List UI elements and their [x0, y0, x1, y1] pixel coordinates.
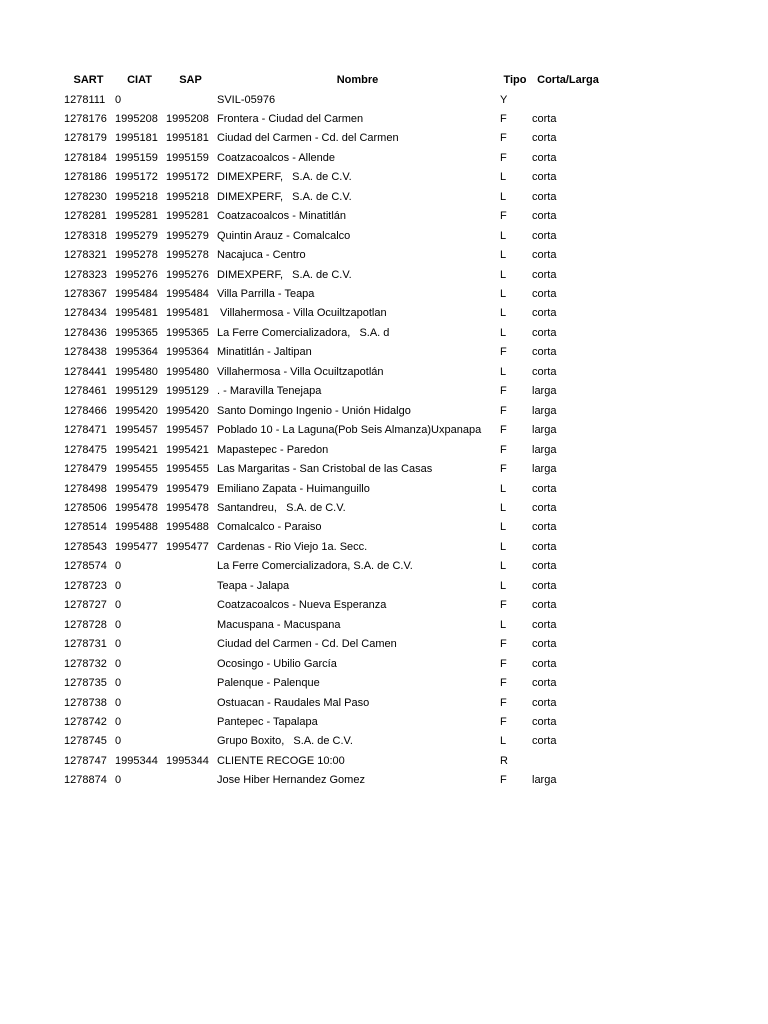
- cell-nombre: Pantepec - Tapalapa: [217, 716, 318, 728]
- cell-tipo: L: [500, 307, 507, 320]
- cell-ciat: 1995278: [115, 249, 158, 262]
- cell-sap: 1995478: [166, 502, 209, 515]
- cell-corta-larga: larga: [532, 463, 557, 476]
- cell-nombre: La Ferre Comercializadora, S.A. de C.V.: [217, 560, 413, 573]
- cell-corta-larga: corta: [532, 268, 557, 281]
- header-sart: SART: [73, 74, 104, 87]
- cell-nombre: DIMEXPERF, S.A. de C.V.: [217, 190, 352, 203]
- cell-corta-larga: corta: [532, 190, 557, 203]
- table-row: [62, 304, 604, 323]
- cell-sap: [164, 557, 215, 576]
- table-row: [62, 771, 604, 790]
- table-row: [62, 557, 604, 576]
- cell-sap: [164, 694, 215, 713]
- table-row: [62, 266, 604, 285]
- cell-ciat: 1995484: [115, 288, 158, 301]
- header-nombre: Nombre: [336, 74, 379, 87]
- cell-sap: [164, 596, 215, 615]
- cell-sap: 1995278: [166, 249, 209, 262]
- cell-tipo: F: [500, 774, 507, 787]
- cell-sart: 1278475: [64, 443, 107, 456]
- table-row: [62, 713, 604, 732]
- cell-sap: [164, 577, 215, 596]
- cell-tipo: F: [500, 599, 507, 612]
- cell-sart: 1278176: [64, 112, 107, 125]
- cell-corta-larga: corta: [532, 579, 557, 592]
- cell-nombre: . - Maravilla Tenejapa: [217, 385, 322, 398]
- cell-tipo: L: [500, 326, 507, 339]
- cell-nombre: Frontera - Ciudad del Carmen: [217, 112, 364, 125]
- table-row: [62, 655, 604, 674]
- cell-sart: 1278735: [64, 677, 107, 690]
- cell-sart: 1278367: [64, 288, 107, 301]
- cell-ciat: 1995480: [115, 365, 158, 378]
- cell-sart: 1278179: [64, 132, 107, 145]
- cell-ciat: 0: [115, 93, 122, 106]
- cell-sart: 1278230: [64, 190, 107, 203]
- cell-ciat: 1995344: [115, 754, 158, 767]
- cell-tipo: L: [500, 521, 507, 534]
- cell-corta-larga: corta: [532, 171, 557, 184]
- cell-ciat: 0: [115, 579, 122, 592]
- cell-sart: 1278506: [64, 502, 107, 515]
- cell-sart: 1278727: [64, 599, 107, 612]
- cell-ciat: 1995208: [115, 112, 158, 125]
- cell-sap: 1995488: [166, 521, 209, 534]
- cell-sart: 1278461: [64, 385, 107, 398]
- cell-nombre: Coatzacoalcos - Nueva Esperanza: [217, 599, 387, 612]
- table-row: [62, 499, 604, 518]
- cell-tipo: L: [500, 560, 507, 573]
- table-row: [62, 285, 604, 304]
- cell-ciat: 1995455: [115, 463, 158, 476]
- table-row: [62, 382, 604, 401]
- cell-sart: 1278747: [64, 754, 107, 767]
- cell-corta-larga: corta: [532, 521, 557, 534]
- cell-corta-larga: corta: [532, 307, 557, 320]
- cell-tipo: L: [500, 579, 507, 592]
- cell-ciat: 1995481: [115, 307, 158, 320]
- cell-sart: 1278281: [64, 210, 107, 223]
- cell-nombre: Teapa - Jalapa: [217, 579, 290, 592]
- cell-corta-larga: corta: [532, 657, 557, 670]
- cell-corta-larga: larga: [532, 774, 557, 787]
- cell-sart: 1278728: [64, 618, 107, 631]
- cell-sap: 1995281: [166, 210, 209, 223]
- cell-ciat: 0: [115, 599, 122, 612]
- cell-corta-larga: corta: [532, 735, 557, 748]
- table-row: [62, 246, 604, 265]
- cell-sap: 1995484: [166, 288, 209, 301]
- table-row: [62, 480, 604, 499]
- table-row: [62, 402, 604, 421]
- cell-sap: 1995181: [166, 132, 209, 145]
- cell-sart: 1278321: [64, 249, 107, 262]
- cell-nombre: Mapastepec - Paredon: [217, 443, 329, 456]
- table-row: [62, 168, 604, 187]
- cell-nombre: Ostuacan - Raudales Mal Paso: [217, 696, 370, 709]
- cell-corta-larga: corta: [532, 677, 557, 690]
- table-row: [62, 635, 604, 654]
- cell-corta-larga: corta: [532, 502, 557, 515]
- cell-sap: 1995477: [166, 540, 209, 553]
- cell-sart: 1278731: [64, 638, 107, 651]
- cell-sart: 1278111: [64, 93, 106, 106]
- cell-sap: [164, 674, 215, 693]
- cell-nombre: Las Margaritas - San Cristobal de las Casas: [217, 463, 433, 476]
- cell-tipo: F: [500, 404, 507, 417]
- cell-corta-larga: corta: [532, 288, 557, 301]
- header-row: [62, 71, 604, 91]
- cell-corta-larga: corta: [532, 560, 557, 573]
- cell-sart: 1278434: [64, 307, 107, 320]
- cell-sap: 1995208: [166, 112, 209, 125]
- table-row: [62, 752, 604, 771]
- cell-sap: 1995172: [166, 171, 209, 184]
- table-row: [62, 616, 604, 635]
- cell-sap: 1995457: [166, 424, 209, 437]
- cell-tipo: L: [500, 365, 507, 378]
- cell-sap: 1995479: [166, 482, 209, 495]
- cell-nombre: Nacajuca - Centro: [217, 249, 306, 262]
- header-tipo: Tipo: [503, 74, 527, 87]
- cell-ciat: 0: [115, 618, 122, 631]
- spreadsheet: [62, 71, 604, 791]
- cell-ciat: 1995488: [115, 521, 158, 534]
- table-row: [62, 227, 604, 246]
- table-row: [62, 441, 604, 460]
- cell-nombre: Macuspana - Macuspana: [217, 618, 341, 631]
- cell-tipo: L: [500, 229, 507, 242]
- cell-sap: 1995159: [166, 151, 209, 164]
- cell-sap: [164, 635, 215, 654]
- cell-sart: 1278438: [64, 346, 107, 359]
- cell-sap: [164, 771, 215, 790]
- cell-corta-larga: corta: [532, 112, 557, 125]
- cell-sart: 1278318: [64, 229, 107, 242]
- cell-corta-larga: corta: [532, 638, 557, 651]
- cell-sap: [164, 732, 215, 751]
- cell-tipo: F: [500, 677, 507, 690]
- cell-sap: 1995279: [166, 229, 209, 242]
- cell-tipo: F: [500, 151, 507, 164]
- table-row: [62, 91, 604, 110]
- cell-sap: 1995129: [166, 385, 209, 398]
- cell-sap: 1995365: [166, 326, 209, 339]
- cell-nombre: Cardenas - Rio Viejo 1a. Secc.: [217, 540, 368, 553]
- cell-corta-larga: corta: [532, 229, 557, 242]
- cell-tipo: F: [500, 716, 507, 728]
- cell-sap: [164, 91, 215, 110]
- cell-corta-larga: corta: [532, 618, 557, 631]
- cell-tipo: L: [500, 502, 507, 515]
- cell-sap: 1995364: [166, 346, 209, 359]
- cell-sap: [164, 616, 215, 635]
- cell-tipo: F: [500, 424, 507, 437]
- cell-sap: 1995455: [166, 463, 209, 476]
- cell-tipo: F: [500, 346, 507, 359]
- cell-nombre: CLIENTE RECOGE 10:00: [217, 754, 345, 767]
- cell-corta-larga: larga: [532, 424, 557, 437]
- cell-sart: 1278479: [64, 463, 107, 476]
- table-row: [62, 596, 604, 615]
- cell-nombre: Villahermosa - Villa Ocuiltzapotlán: [217, 365, 384, 378]
- cell-sart: 1278732: [64, 657, 107, 670]
- table-row: [62, 674, 604, 693]
- cell-tipo: F: [500, 112, 507, 125]
- cell-corta-larga: corta: [532, 326, 557, 339]
- table-row: [62, 188, 604, 207]
- cell-nombre: Jose Hiber Hernandez Gomez: [217, 774, 365, 787]
- cell-sap: 1995218: [166, 190, 209, 203]
- cell-sart: 1278184: [64, 151, 107, 164]
- cell-ciat: 1995457: [115, 424, 158, 437]
- cell-ciat: 1995364: [115, 346, 158, 359]
- table-row: [62, 694, 604, 713]
- cell-corta-larga: corta: [532, 696, 557, 709]
- cell-sap: 1995481: [166, 307, 209, 320]
- cell-corta-larga: corta: [532, 540, 557, 553]
- cell-ciat: 1995477: [115, 540, 158, 553]
- cell-tipo: L: [500, 735, 507, 748]
- cell-sart: 1278323: [64, 268, 107, 281]
- cell-sart: 1278723: [64, 579, 107, 592]
- cell-ciat: 0: [115, 677, 122, 690]
- header-ciat: CIAT: [127, 74, 152, 87]
- header-corta-larga: Corta/Larga: [537, 74, 599, 87]
- table-body: [62, 91, 604, 791]
- cell-sart: 1278186: [64, 171, 107, 184]
- cell-tipo: R: [500, 754, 508, 767]
- cell-sap: 1995420: [166, 404, 209, 417]
- cell-tipo: F: [500, 385, 507, 398]
- cell-tipo: L: [500, 288, 507, 301]
- cell-nombre: Grupo Boxito, S.A. de C.V.: [217, 735, 353, 748]
- cell-sart: 1278466: [64, 404, 107, 417]
- table-row: [62, 518, 604, 537]
- cell-ciat: 1995276: [115, 268, 158, 281]
- cell-tipo: L: [500, 190, 507, 203]
- cell-sap: 1995276: [166, 268, 209, 281]
- cell-nombre: Santo Domingo Ingenio - Unión Hidalgo: [217, 404, 411, 417]
- cell-nombre: Villa Parrilla - Teapa: [217, 288, 315, 301]
- cell-sart: 1278574: [64, 560, 107, 573]
- cell-ciat: 0: [115, 560, 122, 573]
- cell-tipo: L: [500, 540, 507, 553]
- cell-ciat: 1995181: [115, 132, 158, 145]
- cell-nombre: Coatzacoalcos - Allende: [217, 151, 336, 164]
- cell-nombre: La Ferre Comercializadora, S.A. d: [217, 326, 390, 339]
- cell-ciat: 0: [115, 696, 122, 709]
- cell-sart: 1278543: [64, 540, 107, 553]
- cell-corta-larga: [530, 752, 604, 771]
- cell-sart: 1278471: [64, 424, 107, 437]
- cell-sart: 1278745: [64, 735, 107, 748]
- cell-ciat: 1995421: [115, 443, 158, 456]
- cell-tipo: L: [500, 171, 507, 184]
- cell-corta-larga: corta: [532, 482, 557, 495]
- cell-tipo: F: [500, 463, 507, 476]
- cell-nombre: SVIL-05976: [217, 93, 276, 106]
- table-row: [62, 129, 604, 148]
- table-row: [62, 421, 604, 440]
- cell-corta-larga: larga: [532, 385, 557, 398]
- cell-nombre: Quintin Arauz - Comalcalco: [217, 229, 351, 242]
- cell-ciat: 0: [115, 716, 122, 728]
- table-row: [62, 207, 604, 226]
- cell-nombre: Ocosingo - Ubilio García: [217, 657, 337, 670]
- cell-sart: 1278514: [64, 521, 107, 534]
- cell-corta-larga: larga: [532, 443, 557, 456]
- cell-nombre: Ciudad del Carmen - Cd. Del Camen: [217, 638, 397, 651]
- cell-nombre: DIMEXPERF, S.A. de C.V.: [217, 268, 352, 281]
- table-row: [62, 324, 604, 343]
- cell-sart: 1278498: [64, 482, 107, 495]
- cell-sap: 1995344: [166, 754, 209, 767]
- cell-ciat: 1995479: [115, 482, 158, 495]
- cell-tipo: L: [500, 268, 507, 281]
- cell-sap: 1995421: [166, 443, 209, 456]
- cell-tipo: F: [500, 657, 507, 670]
- cell-ciat: 1995420: [115, 404, 158, 417]
- cell-ciat: 1995172: [115, 171, 158, 184]
- cell-nombre: Poblado 10 - La Laguna(Pob Seis Almanza)Uxpanapa: [217, 424, 482, 437]
- cell-sart: 1278441: [64, 365, 107, 378]
- cell-corta-larga: corta: [532, 132, 557, 145]
- cell-ciat: 0: [115, 657, 122, 670]
- table-row: [62, 149, 604, 168]
- cell-nombre: Ciudad del Carmen - Cd. del Carmen: [217, 132, 399, 145]
- cell-ciat: 1995365: [115, 326, 158, 339]
- cell-ciat: 0: [115, 774, 122, 787]
- table-row: [62, 343, 604, 362]
- table-row: [62, 538, 604, 557]
- cell-sart: 1278738: [64, 696, 107, 709]
- cell-nombre: Villahermosa - Villa Ocuiltzapotlan: [217, 307, 387, 320]
- cell-sart: 1278742: [64, 716, 107, 728]
- cell-nombre: Comalcalco - Paraiso: [217, 521, 322, 534]
- cell-ciat: 1995279: [115, 229, 158, 242]
- cell-corta-larga: corta: [532, 210, 557, 223]
- cell-sart: 1278436: [64, 326, 107, 339]
- cell-sap: [164, 713, 215, 732]
- cell-ciat: 1995159: [115, 151, 158, 164]
- cell-nombre: DIMEXPERF, S.A. de C.V.: [217, 171, 352, 184]
- cell-sart: 1278874: [64, 774, 107, 787]
- cell-tipo: F: [500, 696, 507, 709]
- cell-ciat: 0: [115, 638, 122, 651]
- cell-ciat: 1995478: [115, 502, 158, 515]
- cell-corta-larga: corta: [532, 346, 557, 359]
- cell-nombre: Palenque - Palenque: [217, 677, 320, 690]
- table-row: [62, 110, 604, 129]
- cell-corta-larga: corta: [532, 599, 557, 612]
- cell-corta-larga: corta: [532, 151, 557, 164]
- cell-tipo: L: [500, 618, 507, 631]
- cell-tipo: L: [500, 249, 507, 262]
- cell-nombre: Emiliano Zapata - Huimanguillo: [217, 482, 370, 495]
- table-row: [62, 732, 604, 751]
- cell-sap: 1995480: [166, 365, 209, 378]
- cell-tipo: F: [500, 638, 507, 651]
- cell-nombre: Minatitlán - Jaltipan: [217, 346, 312, 359]
- cell-tipo: L: [500, 482, 507, 495]
- cell-ciat: 1995218: [115, 190, 158, 203]
- data-table: [62, 71, 604, 791]
- cell-ciat: 1995281: [115, 210, 158, 223]
- header-sap: SAP: [179, 74, 202, 87]
- cell-ciat: 1995129: [115, 385, 158, 398]
- cell-tipo: Y: [500, 93, 508, 106]
- cell-ciat: 0: [115, 735, 122, 748]
- table-row: [62, 460, 604, 479]
- cell-corta-larga: corta: [532, 249, 557, 262]
- table-row: [62, 363, 604, 382]
- cell-corta-larga: [530, 91, 604, 110]
- cell-sap: [164, 655, 215, 674]
- cell-tipo: F: [500, 132, 507, 145]
- cell-corta-larga: larga: [532, 404, 557, 417]
- cell-corta-larga: corta: [532, 716, 557, 728]
- cell-tipo: F: [500, 210, 507, 223]
- cell-nombre: Santandreu, S.A. de C.V.: [217, 502, 346, 515]
- cell-tipo: F: [500, 443, 507, 456]
- table-row: [62, 577, 604, 596]
- cell-corta-larga: corta: [532, 365, 557, 378]
- cell-nombre: Coatzacoalcos - Minatitlán: [217, 210, 347, 223]
